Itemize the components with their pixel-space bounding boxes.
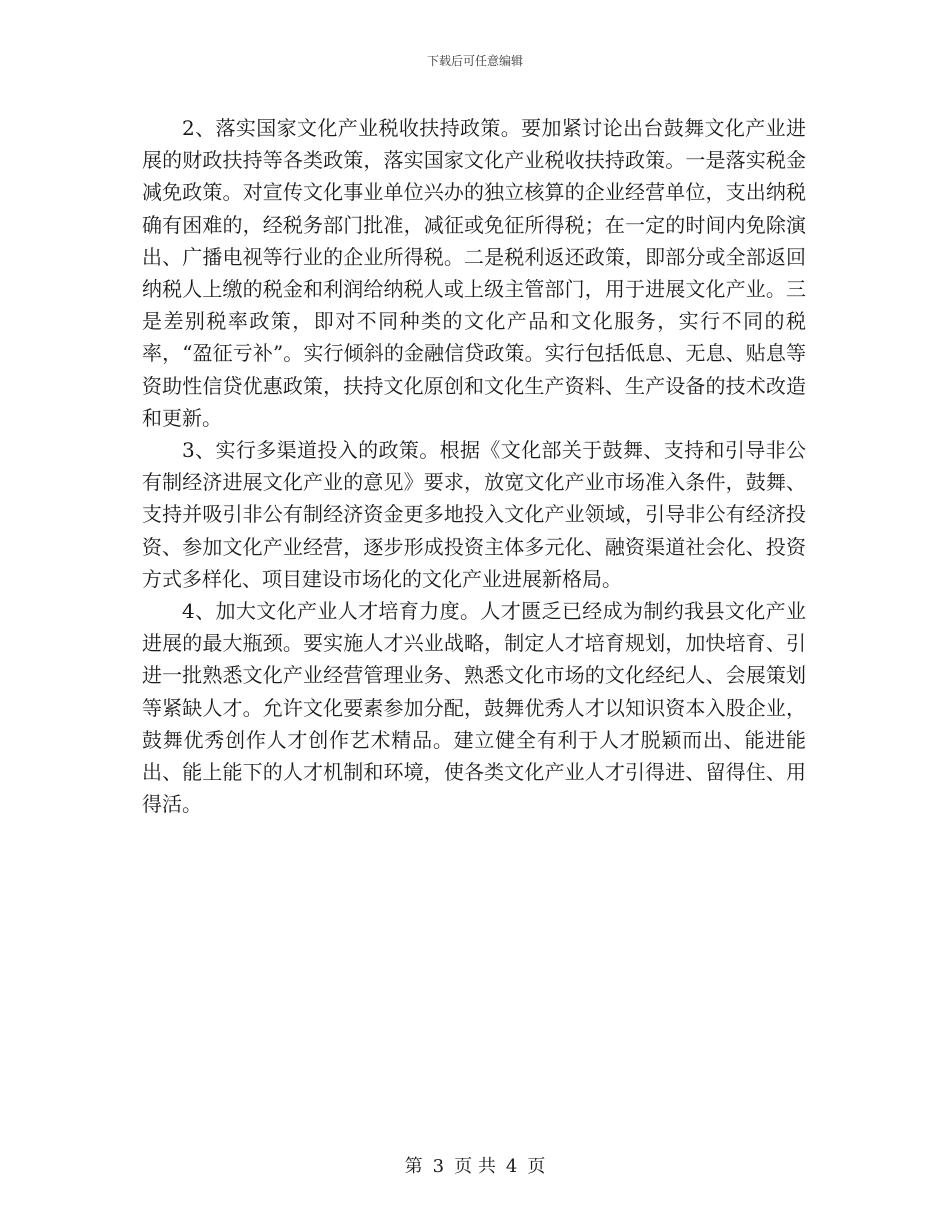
page-prefix: 第: [404, 1156, 423, 1177]
document-body: [142, 112, 806, 820]
current-page-number: 3: [432, 1156, 445, 1177]
page-number-footer: [0, 1156, 950, 1178]
page-header-note: 下载后可任意编辑: [426, 54, 523, 68]
page-suffix: 页: [527, 1156, 546, 1177]
paragraph-investment-policy: 3、实行多渠道投入的政策。根据《文化部关于鼓舞、支持和引导非公有制经济进展文化产业的意见》要求，放宽文化产业市场准入条件，鼓舞、支持并吸引非公有制经济资金更多地投入文化产业领域，引导非公有经济投资、参加文化产业经营，逐步形成投资主体多元化、融资渠道社会化、投资方式多样化、项目建设市场化的文化产业进展新格局。: [142, 438, 806, 591]
page-middle-text: 页 共: [454, 1156, 496, 1177]
paragraph-talent-cultivation: 4、加大文化产业人才培育力度。人才匮乏已经成为制约我县文化产业进展的最大瓶颈。要实施人才兴业战略，制定人才培育规划，加快培育、引进一批熟悉文化产业经营管理业务、熟悉文化市场的文化经纪人、会展策划等紧缺人才。允许文化要素参加分配，鼓舞优秀人才以知识资本入股企业，鼓舞优秀创作人才创作艺术精品。建立健全有利于人才脱颖而出、能进能出、能上能下的人才机制和环境，使各类文化产业人才引得进、留得住、用得活。: [142, 599, 806, 817]
total-page-number: 4: [505, 1156, 518, 1177]
paragraph-tax-policy: 2、落实国家文化产业税收扶持政策。要加紧讨论出台鼓舞文化产业进展的财政扶持等各类政策，落实国家文化产业税收扶持政策。一是落实税金减免政策。对宣传文化事业单位兴办的独立核算的企业经营单位，支出纳税确有困难的，经税务部门批准，减征或免征所得税；在一定的时间内免除演出、广播电视等行业的企业所得税。二是税利返还政策，即部分或全部返回纳税人上缴的税金和利润给纳税人或上级主管部门，用于进展文化产业。三是差别税率政策，即对不同种类的文化产品和文化服务，实行不同的税率，“盈征亏补”。实行倾斜的金融信贷政策。实行包括低息、无息、贴息等资助性信贷优惠政策，扶持文化原创和文化生产资料、生产设备的技术改造和更新。: [142, 116, 806, 430]
